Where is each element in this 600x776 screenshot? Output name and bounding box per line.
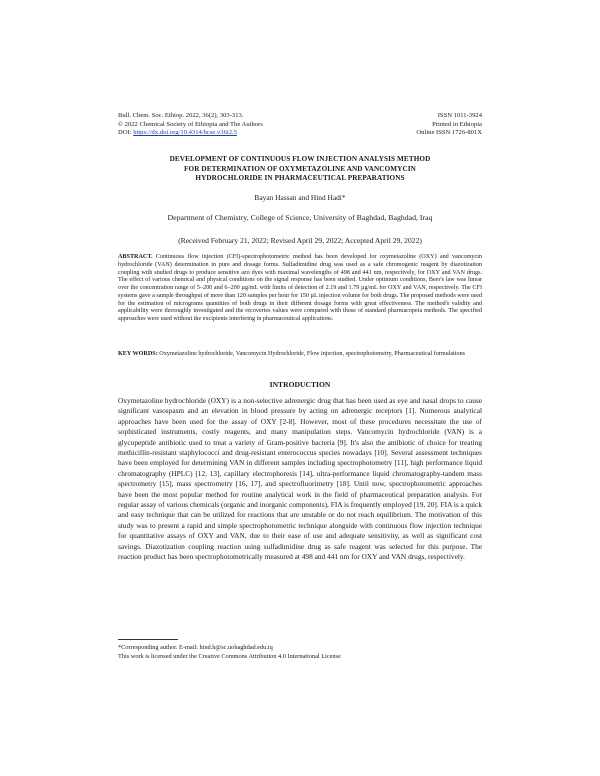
license-note: This work is licensed under the Creative Commons Attribution 4.0 International License	[118, 652, 341, 660]
printed-in: Printed in Ethiopia	[432, 120, 482, 128]
header-right	[342, 112, 482, 138]
keywords-text: Oxymetazoline hydrochloride, Vancomycin Hydrochloride, Flow injection, spectrophotometry, Pharmaceutical formulations	[159, 351, 466, 357]
received-dates: (Received February 21, 2022; Revised April 29, 2022; Accepted April 29, 2022)	[178, 236, 422, 245]
corresponding-author: *Corresponding author. E-mail: hind.h@sc.uobaghdad.edu.iq	[118, 644, 273, 651]
issn-print: ISSN 1011-3924	[437, 112, 482, 119]
keywords-label: KEY WORDS:	[118, 351, 158, 357]
abstract	[118, 254, 482, 324]
footnotes	[118, 644, 482, 661]
journal-citation: Bull. Chem. Soc. Ethiop. 2022, 36(2), 303-313.	[118, 112, 244, 119]
title-line-1: DEVELOPMENT OF CONTINUOUS FLOW INJECTION ANALYSIS METHOD	[169, 155, 431, 163]
doi-label: DOI:	[118, 129, 132, 137]
paper-title	[118, 155, 482, 184]
title-line-3: HYDROCHLORIDE IN PHARMACEUTICAL PREPARATIONS	[195, 174, 405, 183]
header-left	[118, 112, 338, 138]
keywords	[118, 351, 482, 359]
footnote-divider	[118, 639, 178, 640]
doi-link[interactable]: https://dx.doi.org/10.4314/bcse.v36i2.5	[133, 129, 237, 137]
copyright-line: © 2022 Chemical Society of Ethiopia and The Authors	[118, 120, 263, 128]
issn-online: Online ISSN 1726-801X	[416, 129, 482, 137]
abstract-label: ABSTRACT.	[118, 254, 153, 260]
introduction-paragraph: Oxymetazoline hydrochloride (OXY) is a non-selective adrenergic drug that has been used as eye and nasal drops to cause significant vasospasm and an elevation in blood pressure by acting on adrenergic receptors [1]. Numerous analytical approaches have been used for the assay of OXY [2-8]. However, most of these procedures necessitate the use of sophisticated instruments, costly reagents, and many manipulation steps. Vancomycin hydrochloride (VAN) is a glycopeptide antibiotic used to treat a variety of Gram-positive bacteria [9]. It's also the antibiotic of choice for treating methicillin-resistant staphylococci and drug-resistant enterococcus species nowadays [10]. Several assessment techniques have been employed for determining VAN in different samples including spectrophotometry [11], high performance liquid chromatography (HPLC) [12, 13], capillary electrophoresis [14], ultra-performance liquid chromatography-tandem mass spectrometry [15], mass spectrometry [16, 17], and spectrofluorimetry [18]. Until now, spectrophotometric approaches have been the most popular method for routine analytical work in the field of pharmaceutical preparation analysis. For regular assay of various chemicals (organic and inorganic components), FIA is frequently employed [19, 20]. FIA is a quick and easy technique that can be utilized for reactions that are unstable or do not reach equilibrium. The motivation of this study was to present a rapid and simple spectrophotometric technique alongside with continuous flow injection technique for quantitative assays of OXY and VAN, due to their ease of use and adequate sensitivity, as well as significant cost savings. Diazotization coupling reaction using sulfadimidine drug as safe reagent was selected for this purpose. The reaction product has been spectrophotometrically measured at 498 and 441 nm for OXY and VAN drugs, respectively.	[118, 396, 482, 562]
section-heading-introduction: INTRODUCTION	[269, 380, 331, 389]
abstract-text: Continuous flow injection (CFI)-spectrophotometric method has been developed for oxymetazoline (OXY) and vancomycin hydrochloride (VAN) determination in pure and dosage forms. Sulfadimidine drug was used as a safe chromogenic reagent by diazotization coupling with studied drugs to produce sensitive azo dyes with maximal wavelengths of 498 and 441 nm, respectively, for OXY and VAN drugs. The effect of various chemical and physical conditions on the signal response has been studied. Under optimum conditions, Beer's law was linear over the concentration range of 5–200 and 6–200 µg/mL with limits of detection of 2.19 and 1.79 µg/mL for OXY and VAN, respectively. The CFI systems gave a sample throughput of more than 120 samples per hour for 150 µL injection volume for both drugs. The proposed methods were used for the estimation of micrograms quantities of both drugs in their different dosage forms with great effectiveness. The method's validity and applicability were thoroughly investigated and the recoveries values were compared with those of standard pharmacopeia methods. The specified approaches were used without the excipients interfering in pharmaceutical applications.	[118, 254, 482, 322]
authors: Bayan Hassan and Hind Hadi*	[254, 193, 346, 202]
doi-line	[118, 129, 338, 138]
affiliation: Department of Chemistry, College of Science, University of Baghdad, Baghdad, Iraq	[167, 213, 433, 222]
title-line-2: FOR DETERMINATION OF OXYMETAZOLINE AND VANCOMYCIN	[184, 164, 416, 173]
